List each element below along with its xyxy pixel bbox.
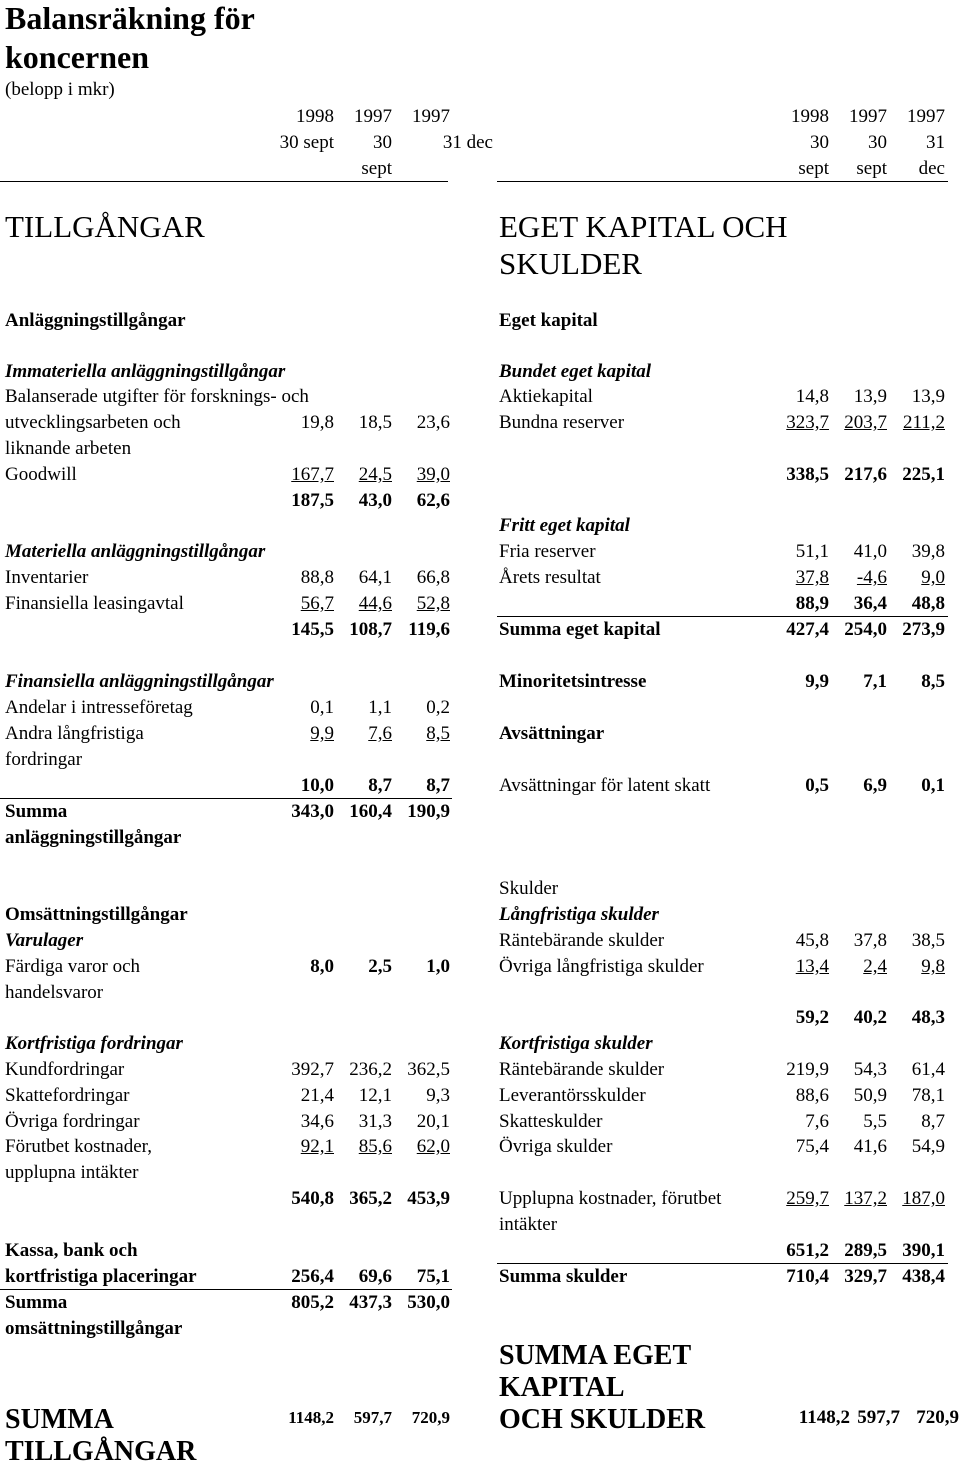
sum-rule — [0, 1289, 452, 1290]
row-label: Färdiga varor och — [5, 956, 141, 977]
cell: 211,2 — [902, 412, 945, 433]
intangible-heading: Immateriella anläggningstillgångar — [5, 361, 286, 382]
cell: 39,8 — [911, 541, 945, 562]
subtotal-cell: 338,5 — [786, 464, 829, 485]
subtotal-cell: 225,1 — [902, 464, 945, 485]
row-label: Aktiekapital — [499, 386, 593, 407]
cell: 0,1 — [310, 697, 334, 718]
cell: 41,0 — [853, 541, 887, 562]
subtotal-cell: 43,0 — [358, 490, 392, 511]
row-label: upplupna intäkter — [5, 1162, 139, 1183]
cell: 13,4 — [795, 956, 829, 977]
subtotal-cell: 108,7 — [349, 619, 392, 640]
total-cell: 329,7 — [844, 1266, 887, 1287]
total-cell: 805,2 — [291, 1292, 334, 1313]
total-cell: 254,0 — [844, 619, 887, 640]
row-label: Inventarier — [5, 567, 89, 588]
assets-heading: TILLGÅNGAR — [5, 209, 205, 244]
subtotal-cell: 453,9 — [407, 1188, 450, 1209]
cell: 54,9 — [911, 1136, 945, 1157]
cell: 54,3 — [853, 1059, 887, 1080]
cell: 2,4 — [863, 956, 887, 977]
total-assets-label: SUMMA — [5, 1404, 114, 1435]
total-current-label: omsättningstillgångar — [5, 1318, 183, 1339]
total-fixed-label: Summa — [5, 801, 68, 822]
col-header-left-3-date: 31 dec — [442, 132, 493, 153]
total-assets-label: TILLGÅNGAR — [5, 1436, 197, 1467]
cell: 21,4 — [300, 1085, 334, 1106]
cell: 8,0 — [310, 956, 334, 977]
total-equity-liabilities-label: OCH SKULDER — [499, 1404, 706, 1435]
cell: 75,1 — [416, 1266, 450, 1287]
row-label: fordringar — [5, 749, 83, 770]
cell: 8,5 — [426, 723, 450, 744]
total-cell: 343,0 — [291, 801, 334, 822]
col-header-right-3-month: dec — [918, 158, 945, 179]
cell: 7,6 — [368, 723, 392, 744]
row-label: Andra långfristiga — [5, 723, 144, 744]
cell: 14,8 — [795, 386, 829, 407]
financial-heading: Finansiella anläggningstillgångar — [5, 671, 274, 692]
col-header-right-2-day: 30 — [868, 132, 887, 153]
cell: 34,6 — [300, 1111, 334, 1132]
row-label: Balanserade utgifter för forsknings- och — [5, 386, 309, 407]
cell: 78,1 — [911, 1085, 945, 1106]
cell: 9,8 — [921, 956, 945, 977]
page-subtitle: (belopp i mkr) — [5, 79, 115, 100]
sum-rule — [497, 616, 948, 617]
col-header-right-1-day: 30 — [810, 132, 829, 153]
subtotal-cell: 289,5 — [844, 1240, 887, 1261]
row-label: Skattefordringar — [5, 1085, 130, 1106]
row-label: Övriga skulder — [499, 1136, 613, 1157]
cell: 75,4 — [795, 1136, 829, 1157]
cash-label: kortfristiga placeringar — [5, 1266, 197, 1287]
cell: 2,5 — [368, 956, 392, 977]
cell: 66,8 — [416, 567, 450, 588]
subtotal-cell: 36,4 — [853, 593, 887, 614]
cell: 0,2 — [426, 697, 450, 718]
cell: 0,1 — [921, 775, 945, 796]
cell: 20,1 — [416, 1111, 450, 1132]
cell: -4,6 — [856, 567, 887, 588]
cell: 256,4 — [291, 1266, 334, 1287]
cell: 39,0 — [416, 464, 450, 485]
row-label: Fria reserver — [499, 541, 596, 562]
row-label: liknande arbeten — [5, 438, 132, 459]
page-title: Balansräkning för — [5, 0, 255, 36]
row-label: Leverantörsskulder — [499, 1085, 646, 1106]
cell: 44,6 — [358, 593, 392, 614]
free-equity-heading: Fritt eget kapital — [499, 515, 630, 536]
cell: 6,9 — [863, 775, 887, 796]
row-label: Övriga fordringar — [5, 1111, 140, 1132]
total-equity-label: Summa eget kapital — [499, 619, 661, 640]
cell: 12,1 — [358, 1085, 392, 1106]
cell: 8,5 — [921, 671, 945, 692]
cell: 9,9 — [310, 723, 334, 744]
cell: 69,6 — [358, 1266, 392, 1287]
cell: 51,1 — [795, 541, 829, 562]
cell: 5,5 — [863, 1111, 887, 1132]
current-assets-heading: Omsättningstillgångar — [5, 904, 188, 925]
cell: 88,6 — [795, 1085, 829, 1106]
tangible-heading: Materiella anläggningstillgångar — [5, 541, 266, 562]
subtotal-cell: 8,7 — [368, 775, 392, 796]
cell: 61,4 — [911, 1059, 945, 1080]
col-header-left-2-year: 1997 — [354, 106, 392, 127]
provisions-heading: Avsättningar — [499, 723, 605, 744]
total-equity-liabilities-label: KAPITAL — [499, 1372, 625, 1403]
subtotal-cell: 62,6 — [416, 490, 450, 511]
header-rule-right — [497, 181, 948, 182]
longterm-heading: Långfristiga skulder — [499, 904, 659, 925]
cell: 88,8 — [300, 567, 334, 588]
row-label: Räntebärande skulder — [499, 1059, 665, 1080]
cell: 92,1 — [300, 1136, 334, 1157]
row-label: Avsättningar för latent skatt — [499, 775, 711, 796]
inventory-heading: Varulager — [5, 930, 84, 951]
restricted-equity-heading: Bundet eget kapital — [499, 361, 651, 382]
cell: 167,7 — [291, 464, 334, 485]
cell: 362,5 — [407, 1059, 450, 1080]
subtotal-cell: 119,6 — [408, 619, 450, 640]
subtotal-cell: 540,8 — [291, 1188, 334, 1209]
subtotal-cell: 365,2 — [349, 1188, 392, 1209]
subtotal-cell: 48,3 — [911, 1007, 945, 1028]
total-cell: 160,4 — [349, 801, 392, 822]
subtotal-cell: 187,5 — [291, 490, 334, 511]
cell: 41,6 — [853, 1136, 887, 1157]
row-label: Skatteskulder — [499, 1111, 603, 1132]
total-cell: 190,9 — [407, 801, 450, 822]
row-label: Räntebärande skulder — [499, 930, 665, 951]
row-label: Övriga långfristiga skulder — [499, 956, 704, 977]
subtotal-cell: 145,5 — [291, 619, 334, 640]
col-header-right-1-month: sept — [798, 158, 829, 179]
col-header-right-2-year: 1997 — [849, 106, 887, 127]
cell: 19,8 — [300, 412, 334, 433]
col-header-right-2-month: sept — [856, 158, 887, 179]
subtotal-cell: 88,9 — [795, 593, 829, 614]
row-label: Finansiella leasingavtal — [5, 593, 184, 614]
cell: 18,5 — [358, 412, 392, 433]
cell: 323,7 — [786, 412, 829, 433]
total-cell: 427,4 — [786, 619, 829, 640]
page-title-line2: koncernen — [5, 39, 149, 75]
cell: 203,7 — [844, 412, 887, 433]
row-label: handelsvaror — [5, 982, 104, 1003]
row-label: Kundfordringar — [5, 1059, 125, 1080]
equity-liabilities-heading: SKULDER — [499, 246, 642, 281]
cell: 23,6 — [416, 412, 450, 433]
cell: 50,9 — [853, 1085, 887, 1106]
cell: 9,0 — [921, 567, 945, 588]
col-header-right-1-year: 1998 — [791, 106, 829, 127]
row-label: Upplupna kostnader, förutbet — [499, 1188, 722, 1209]
cell: 85,6 — [358, 1136, 392, 1157]
cell: 24,5 — [358, 464, 392, 485]
row-label: Bundna reserver — [499, 412, 625, 433]
subtotal-cell: 217,6 — [844, 464, 887, 485]
subtotal-cell: 40,2 — [853, 1007, 887, 1028]
col-header-left-1-year: 1998 — [296, 106, 334, 127]
total-fixed-label: anläggningstillgångar — [5, 827, 182, 848]
sum-rule — [497, 1263, 948, 1264]
header-rule-left — [0, 181, 448, 182]
cell: 236,2 — [349, 1059, 392, 1080]
cell: 219,9 — [786, 1059, 829, 1080]
cell: 13,9 — [911, 386, 945, 407]
cell: 64,1 — [358, 567, 392, 588]
row-label: Årets resultat — [499, 567, 601, 588]
col-header-left-3-year: 1997 — [412, 106, 450, 127]
equity-heading: Eget kapital — [499, 310, 598, 331]
fixed-assets-heading: Anläggningstillgångar — [5, 310, 186, 331]
cell: 62,0 — [416, 1136, 450, 1157]
subtotal-cell: 10,0 — [300, 775, 334, 796]
col-header-left-1-date: 30 sept — [279, 132, 334, 153]
cell: 187,0 — [902, 1188, 945, 1209]
cell: 8,7 — [921, 1111, 945, 1132]
cell: 37,8 — [853, 930, 887, 951]
cell: 0,5 — [805, 775, 829, 796]
minority-label: Minoritetsintresse — [499, 671, 647, 692]
row-label: Andelar i intresseföretag — [5, 697, 193, 718]
subtotal-cell: 390,1 — [902, 1240, 945, 1261]
total-cell: 273,9 — [902, 619, 945, 640]
row-label: intäkter — [499, 1214, 558, 1235]
cash-label: Kassa, bank och — [5, 1240, 138, 1261]
cell: 38,5 — [911, 930, 945, 951]
cell: 137,2 — [844, 1188, 887, 1209]
col-header-left-2-month: sept — [361, 158, 392, 179]
subtotal-cell: 59,2 — [795, 1007, 829, 1028]
cell: 9,9 — [805, 671, 829, 692]
row-label: utvecklingsarbeten och — [5, 412, 181, 433]
subtotal-cell: 8,7 — [426, 775, 450, 796]
cell: 37,8 — [795, 567, 829, 588]
shortterm-heading: Kortfristiga skulder — [499, 1033, 653, 1054]
cell: 7,1 — [863, 671, 887, 692]
sum-rule — [0, 798, 452, 799]
total-cell: 597,7 — [857, 1407, 900, 1428]
liabilities-heading: Skulder — [499, 878, 559, 899]
cell: 9,3 — [426, 1085, 450, 1106]
cell: 52,8 — [416, 593, 450, 614]
cell: 1,0 — [426, 956, 450, 977]
total-cell: 530,0 — [407, 1292, 450, 1313]
total-cell: 597,7 — [353, 1408, 392, 1427]
cell: 13,9 — [853, 386, 887, 407]
col-header-left-2-day: 30 — [373, 132, 392, 153]
total-cell: 720,9 — [411, 1408, 450, 1427]
subtotal-cell: 651,2 — [786, 1240, 829, 1261]
total-cell: 1148,2 — [288, 1408, 334, 1427]
total-equity-liabilities-label: SUMMA EGET — [499, 1340, 692, 1371]
cell: 1,1 — [368, 697, 392, 718]
cell: 7,6 — [805, 1111, 829, 1132]
col-header-right-3-year: 1997 — [907, 106, 945, 127]
cell: 56,7 — [300, 593, 334, 614]
cell: 31,3 — [358, 1111, 392, 1132]
total-liabilities-label: Summa skulder — [499, 1266, 628, 1287]
total-current-label: Summa — [5, 1292, 68, 1313]
row-label: Förutbet kostnader, — [5, 1136, 152, 1157]
total-cell: 720,9 — [916, 1407, 959, 1428]
receivables-heading: Kortfristiga fordringar — [5, 1033, 183, 1054]
total-cell: 438,4 — [902, 1266, 945, 1287]
cell: 45,8 — [795, 930, 829, 951]
equity-liabilities-heading: EGET KAPITAL OCH — [499, 209, 788, 244]
subtotal-cell: 48,8 — [911, 593, 945, 614]
cell: 392,7 — [291, 1059, 334, 1080]
total-cell: 437,3 — [349, 1292, 392, 1313]
col-header-right-3-day: 31 — [926, 132, 945, 153]
total-cell: 1148,2 — [798, 1407, 850, 1428]
cell: 259,7 — [786, 1188, 829, 1209]
total-cell: 710,4 — [786, 1266, 829, 1287]
row-label: Goodwill — [5, 464, 77, 485]
